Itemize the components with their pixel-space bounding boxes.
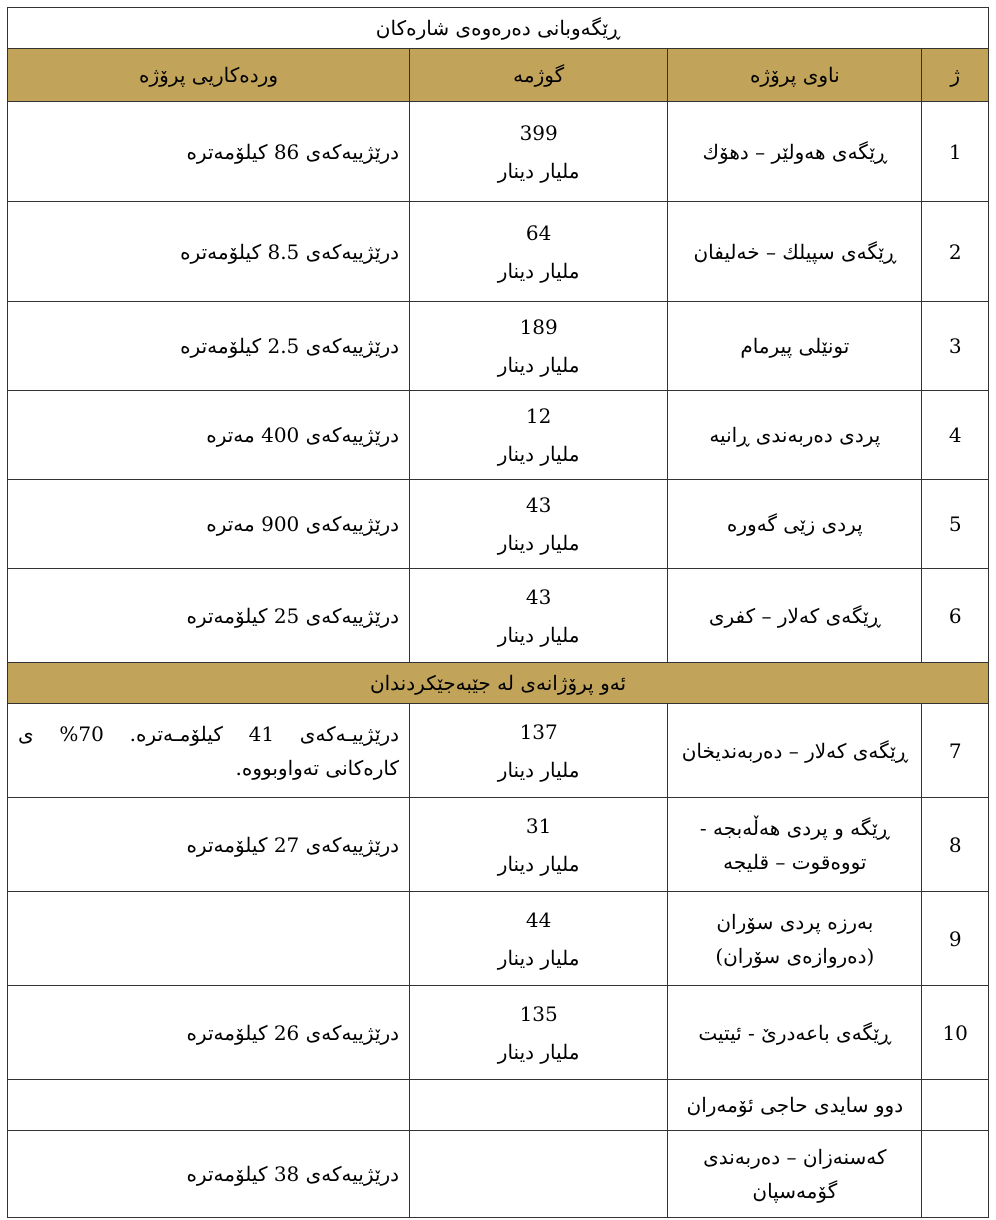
row-details: درێژییەکەی 25 کیلۆمەترە (8, 569, 410, 663)
table-row (8, 480, 989, 569)
header-details: وردەکاریی پرۆژە (8, 49, 410, 102)
header-name: ناوی پرۆژە (668, 49, 922, 102)
row-cost (410, 798, 668, 892)
table-row (8, 102, 989, 202)
cost-amount: 399 (519, 120, 558, 145)
cost-amount: 43 (525, 584, 552, 609)
row-name: ڕێگەی کەلار – کفری (668, 569, 922, 663)
cost-unit: مليار دينار (497, 622, 580, 647)
row-details: درێژییەکەی 27 کیلۆمەترە (8, 798, 410, 892)
row-cost (410, 1131, 668, 1218)
table-row (8, 569, 989, 663)
row-details: درێژییـەکەی 41 کیلۆمـەترە. 70% ی کارەکانی تەواوبووە. (8, 704, 410, 798)
cost-unit: مليار دينار (497, 442, 580, 466)
cost-amount: 44 (525, 907, 552, 932)
roads-table (7, 7, 989, 1218)
row-cost (410, 391, 668, 480)
row-num: 1 (922, 102, 989, 202)
row-cost (410, 986, 668, 1080)
row-details: درێژییەکەی 86 کیلۆمەترە (8, 102, 410, 202)
row-num (922, 1131, 989, 1218)
section-header-row (8, 663, 989, 704)
cost-amount: 64 (525, 220, 552, 245)
row-num: 2 (922, 202, 989, 302)
row-num (922, 1080, 989, 1131)
header-cost: گوژمە (410, 49, 668, 102)
row-cost (410, 202, 668, 302)
row-name: دوو سایدی حاجی ئۆمەران (668, 1080, 922, 1131)
cost-amount: 137 (519, 719, 558, 744)
row-details (8, 1080, 410, 1131)
row-name: ڕێگەی هەولێر – دهۆك (668, 102, 922, 202)
cost-unit: مليار دينار (497, 531, 580, 555)
cost-unit: مليار دينار (497, 258, 580, 283)
row-details (8, 892, 410, 986)
row-name: ڕێگەی سپیلك – خەلیفان (668, 202, 922, 302)
row-num: 6 (922, 569, 989, 663)
row-cost (410, 302, 668, 391)
row-num: 3 (922, 302, 989, 391)
row-details: درێژییەکەی 400 مەترە (8, 391, 410, 480)
cost-amount: 189 (519, 315, 558, 339)
row-name: ڕێگە و پردی هەڵەبجە - تووەقوت – قلیجە (668, 798, 922, 892)
cost-unit: مليار دينار (497, 353, 580, 377)
table-row (8, 302, 989, 391)
cost-unit: مليار دينار (497, 851, 580, 876)
header-num: ژ (922, 49, 989, 102)
row-num: 5 (922, 480, 989, 569)
row-num: 7 (922, 704, 989, 798)
row-name: کەسنەزان – دەربەندی گۆمەسپان (668, 1131, 922, 1218)
cost-amount: 12 (525, 404, 552, 428)
row-cost (410, 1080, 668, 1131)
table-row (8, 391, 989, 480)
row-cost (410, 569, 668, 663)
row-cost (410, 892, 668, 986)
row-details: درێژییەکەی 38 کیلۆمەترە (8, 1131, 410, 1218)
row-details: درێژییەکەی 26 کیلۆمەترە (8, 986, 410, 1080)
cost-amount: 43 (525, 493, 552, 517)
row-details: درێژییەکەی 2.5 کیلۆمەترە (8, 302, 410, 391)
row-details: درێژییەکەی 8.5 کیلۆمەترە (8, 202, 410, 302)
cost-unit: مليار دينار (497, 158, 580, 183)
table-row (8, 892, 989, 986)
row-cost (410, 480, 668, 569)
table-title: ڕێگەوبانی دەرەوەی شارەکان (8, 8, 989, 49)
row-num: 9 (922, 892, 989, 986)
row-name: تونێلی پیرمام (668, 302, 922, 391)
row-name: بەرزە پردی سۆران (دەروازەی سۆران) (668, 892, 922, 986)
table-row (8, 986, 989, 1080)
row-cost (410, 704, 668, 798)
table-row (8, 704, 989, 798)
section-title: ئەو پرۆژانەی لە جێبەجێکردندان (8, 663, 989, 704)
cost-unit: مليار دينار (497, 1039, 580, 1064)
cost-unit: مليار دينار (497, 757, 580, 782)
row-num: 10 (922, 986, 989, 1080)
table-row (8, 1131, 989, 1218)
table-title-row (8, 8, 989, 49)
row-num: 4 (922, 391, 989, 480)
row-name: پردی زێی گەورە (668, 480, 922, 569)
cost-unit: مليار دينار (497, 945, 580, 970)
row-cost (410, 102, 668, 202)
table-row (8, 1080, 989, 1131)
row-name: ڕێگەی کەلار – دەربەندیخان (668, 704, 922, 798)
table-row (8, 202, 989, 302)
row-details: درێژییەکەی 900 مەترە (8, 480, 410, 569)
row-name: ڕێگەی باعەدرێ - ئیتیت (668, 986, 922, 1080)
table-header-row (8, 49, 989, 102)
cost-amount: 31 (525, 813, 552, 838)
table-row (8, 798, 989, 892)
row-name: پردی دەربەندی ڕانیە (668, 391, 922, 480)
row-num: 8 (922, 798, 989, 892)
cost-amount: 135 (519, 1001, 558, 1026)
